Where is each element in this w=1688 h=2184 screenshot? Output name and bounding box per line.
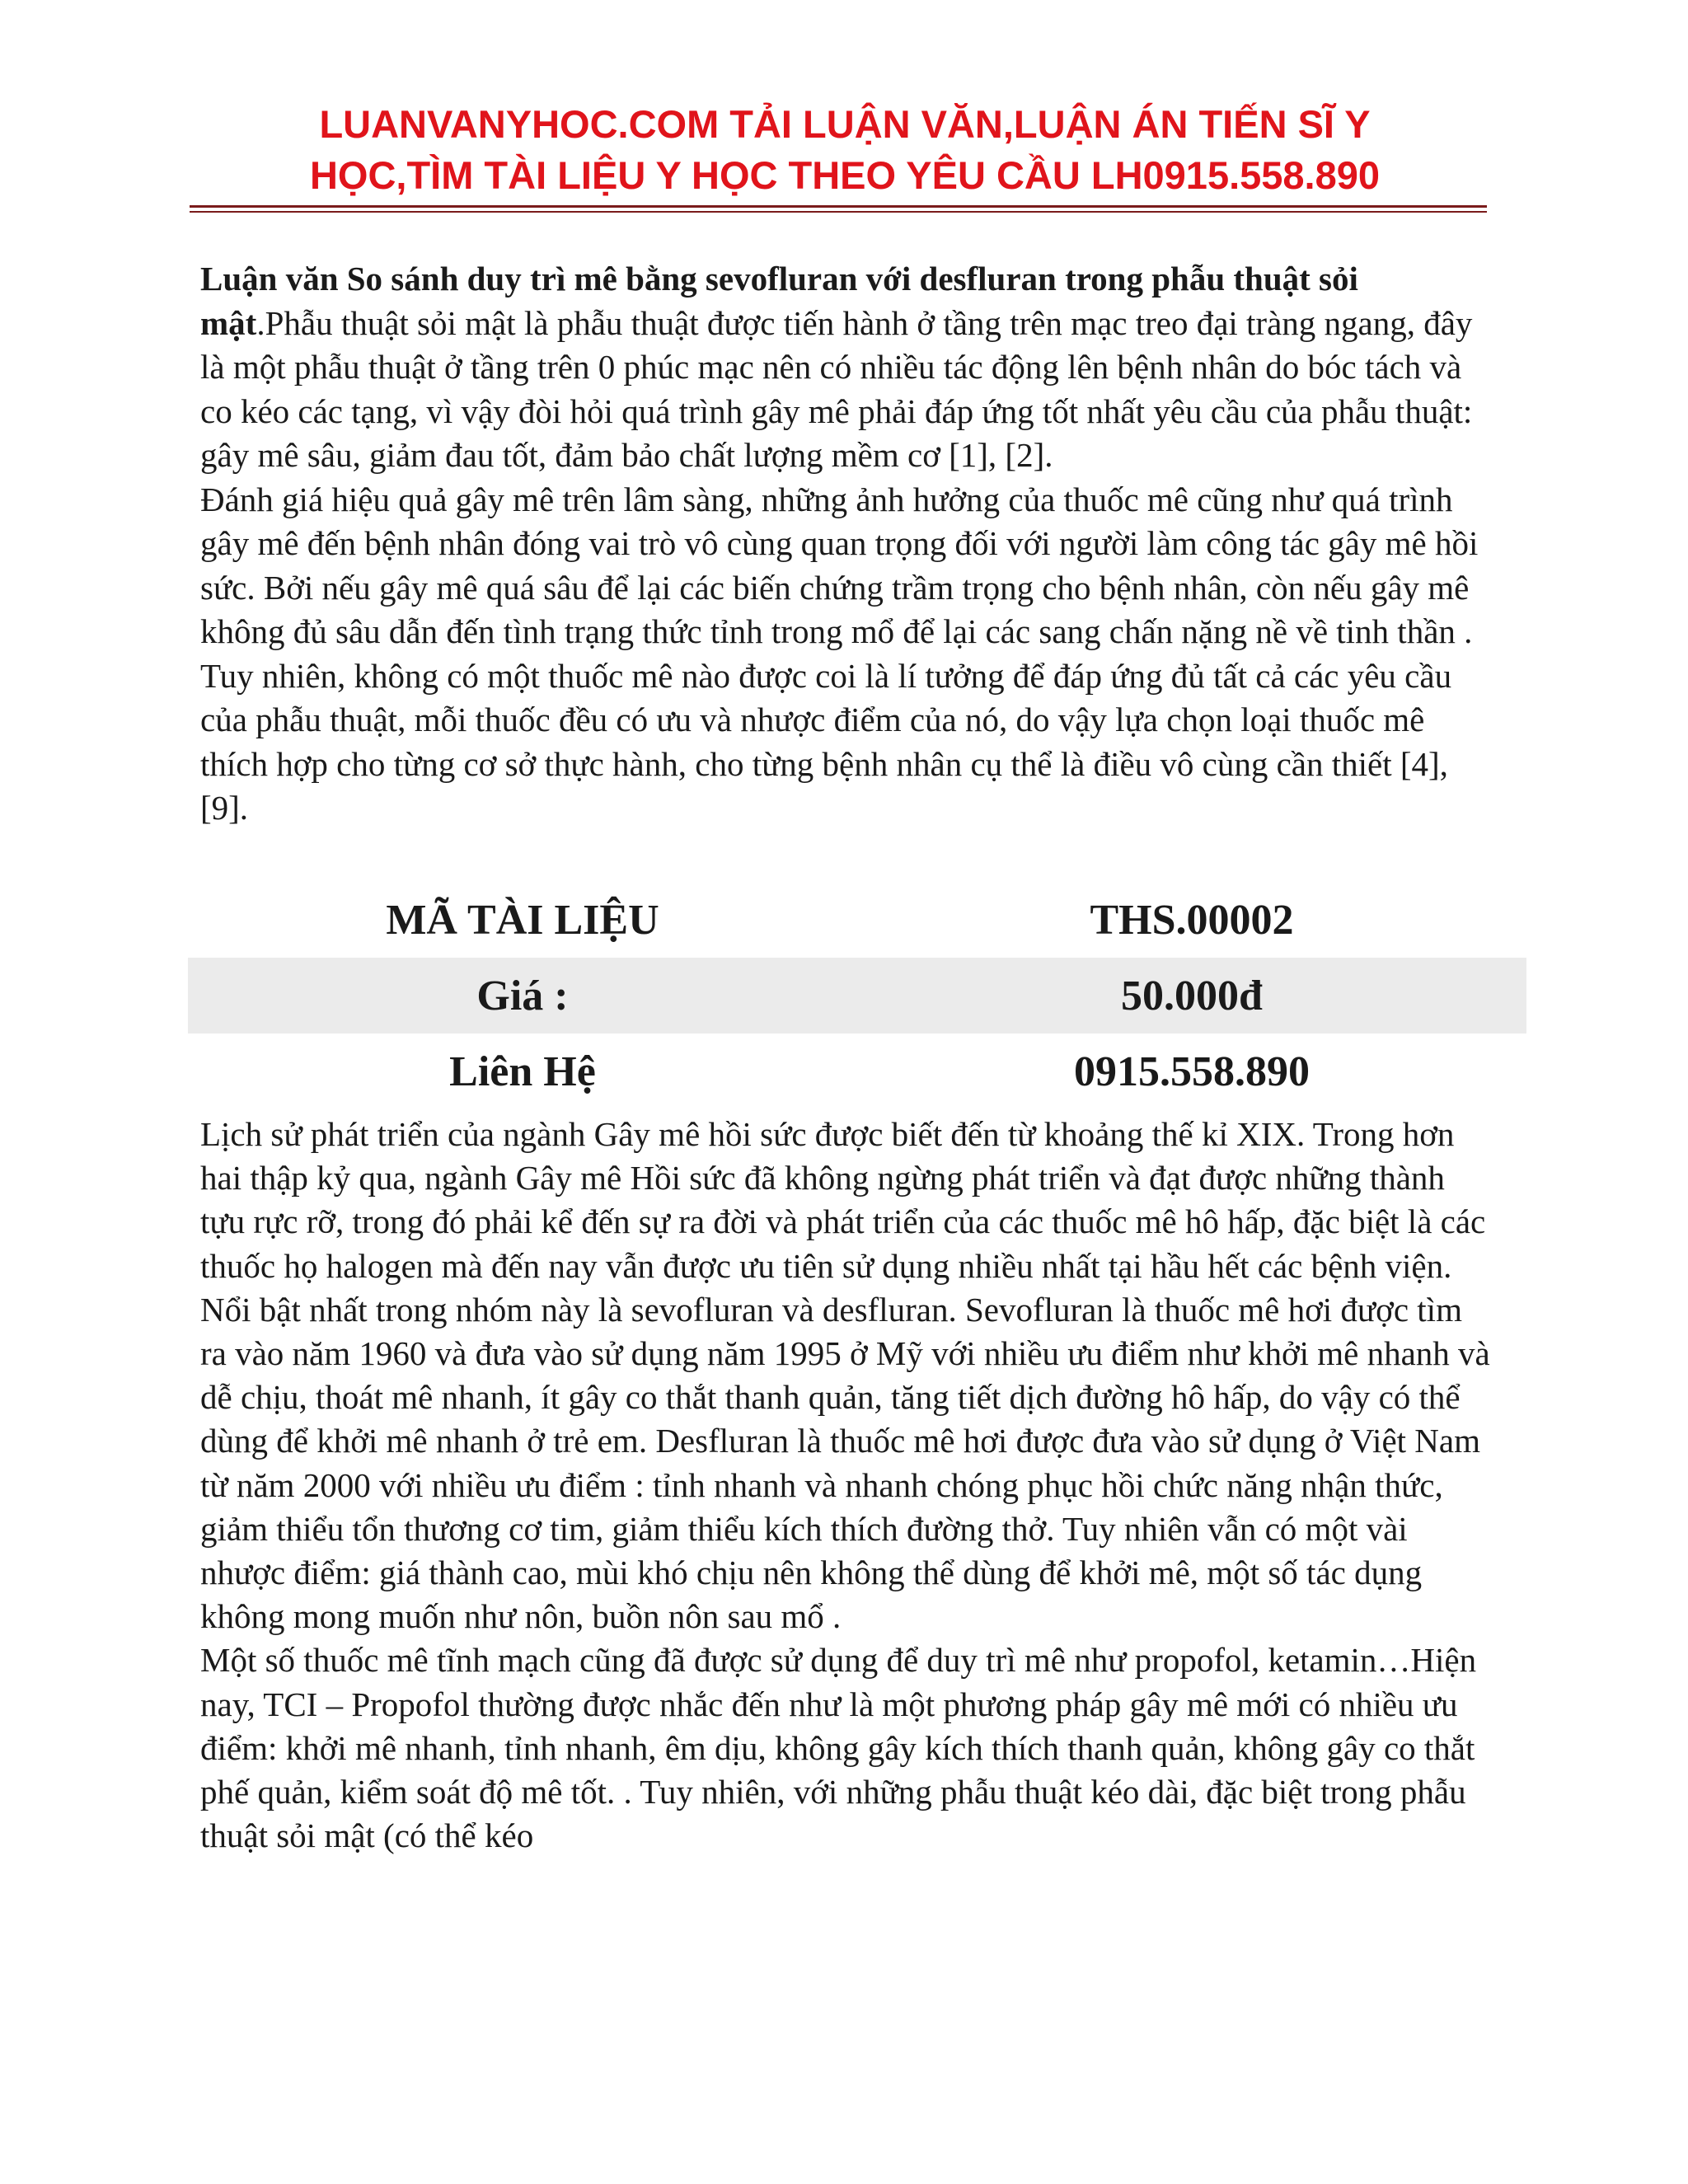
info-row-contact [188,1033,1526,1109]
info-value: 0915.558.890 [1074,1047,1310,1095]
info-label: MÃ TÀI LIỆU [386,896,659,944]
intro-paragraph-2: Đánh giá hiệu quả gây mê trên lâm sàng, những ảnh hưởng của thuốc mê cũng như quá trình gây mê đến bệnh nhân đóng vai trò vô cùng quan trọng đối với người làm công tác gây mê hồi sức. Bởi nếu gây mê quá sâu để lại các biến chứng trầm trọng cho bệnh nhân, còn nếu gây mê không đủ sâu dẫn đến tình trạng thức tỉnh trong mổ để lại các sang chấn nặng nề về tinh thần . Tuy nhiên, không có một thuốc mê nào được coi là lí tưởng để đáp ứng đủ tất cả các yêu cầu của phẫu thuật, mỗi thuốc đều có ưu và nhược điểm của nó, do vậy lựa chọn loại thuốc mê thích hợp cho từng cơ sở thực hành, cho từng bệnh nhân cụ thể là điều vô cùng cần thiết [4], [9]. [200,480,1479,827]
body-paragraph-2: Một số thuốc mê tĩnh mạch cũng đã được sử dụng để duy trì mê như propofol, ketamin…Hiện nay, TCI – Propofol thường được nhắc đến như là một phương pháp gây mê mới có nhiều ưu điểm: khởi mê nhanh, tỉnh nhanh, êm dịu, không gây kích thích thanh quản, không gây co thắt phế quản, kiểm soát độ mê tốt. . Tuy nhiên, với những phẫu thuật kéo dài, đặc biệt trong phẫu thuật sỏi mật (có thể kéo [200,1641,1477,1855]
intro-paragraph-1 [200,257,1494,478]
info-row-code [188,882,1526,958]
info-value: 50.000đ [857,958,1526,1033]
body-section [200,1113,1494,1858]
info-row-price [188,958,1526,1033]
info-value: THS.00002 [1090,896,1294,944]
info-label: Liên Hệ [449,1047,596,1095]
header-divider [190,205,1487,213]
document-info-table [188,882,1526,1109]
document-title: Luận văn So sánh duy trì mê bằng sevofluran với desfluran trong phẫu thuật sỏi mật [200,260,1358,342]
document-header [190,99,1500,201]
intro-text: .Phẫu thuật sỏi mật là phẫu thuật được tiến hành ở tầng trên mạc treo đại tràng ngang, đây là một phẫu thuật ở tầng trên 0 phúc mạc nên có nhiều tác động lên bệnh nhân do bóc tách và co kéo các tạng, vì vậy đòi hỏi quá trình gây mê phải đáp ứng tốt nhất yêu cầu của phẫu thuật: gây mê sâu, giảm đau tốt, đảm bảo chất lượng mềm cơ [1], [2]. [200,303,1473,474]
info-label: Giá : [188,958,857,1033]
intro-section [200,257,1494,831]
header-line-2: HỌC,TÌM TÀI LIỆU Y HỌC THEO YÊU CẦU LH0915.558.890 [309,153,1381,197]
body-paragraph-1: Lịch sử phát triển của ngành Gây mê hồi sức được biết đến từ khoảng thế kỉ XIX. Trong hơn hai thập kỷ qua, ngành Gây mê Hồi sức đã không ngừng phát triển và đạt được những thành tựu rực rỡ, trong đó phải kể đến sự ra đời và phát triển của các thuốc mê hô hấp, đặc biệt là các thuốc họ halogen mà đến nay vẫn được ưu tiên sử dụng nhiều nhất tại hầu hết các bệnh viện. Nổi bật nhất trong nhóm này là sevofluran và desfluran. Sevofluran là thuốc mê hơi được tìm ra vào năm 1960 và đưa vào sử dụng năm 1995 ở Mỹ với nhiều ưu điểm như khởi mê nhanh và dễ chịu, thoát mê nhanh, ít gây co thắt thanh quản, tăng tiết dịch đường hô hấp, do vậy có thể dùng để khởi mê nhanh ở trẻ em. Desfluran là thuốc mê hơi được đưa vào sử dụng ở Việt Nam từ năm 2000 với nhiều ưu điểm : tỉnh nhanh và nhanh chóng phục hồi chức năng nhận thức, giảm thiểu tổn thương cơ tim, giảm thiểu kích thích đường thở. Tuy nhiên vẫn có một vài nhược điểm: giá thành cao, mùi khó chịu nên không thể dùng để khởi mê, một số tác dụng không mong muốn như nôn, buồn nôn sau mổ . [200,1115,1490,1636]
header-line-1: LUANVANYHOC.COM TẢI LUẬN VĂN,LUẬN ÁN TIẾN SĨ Y [319,102,1371,146]
